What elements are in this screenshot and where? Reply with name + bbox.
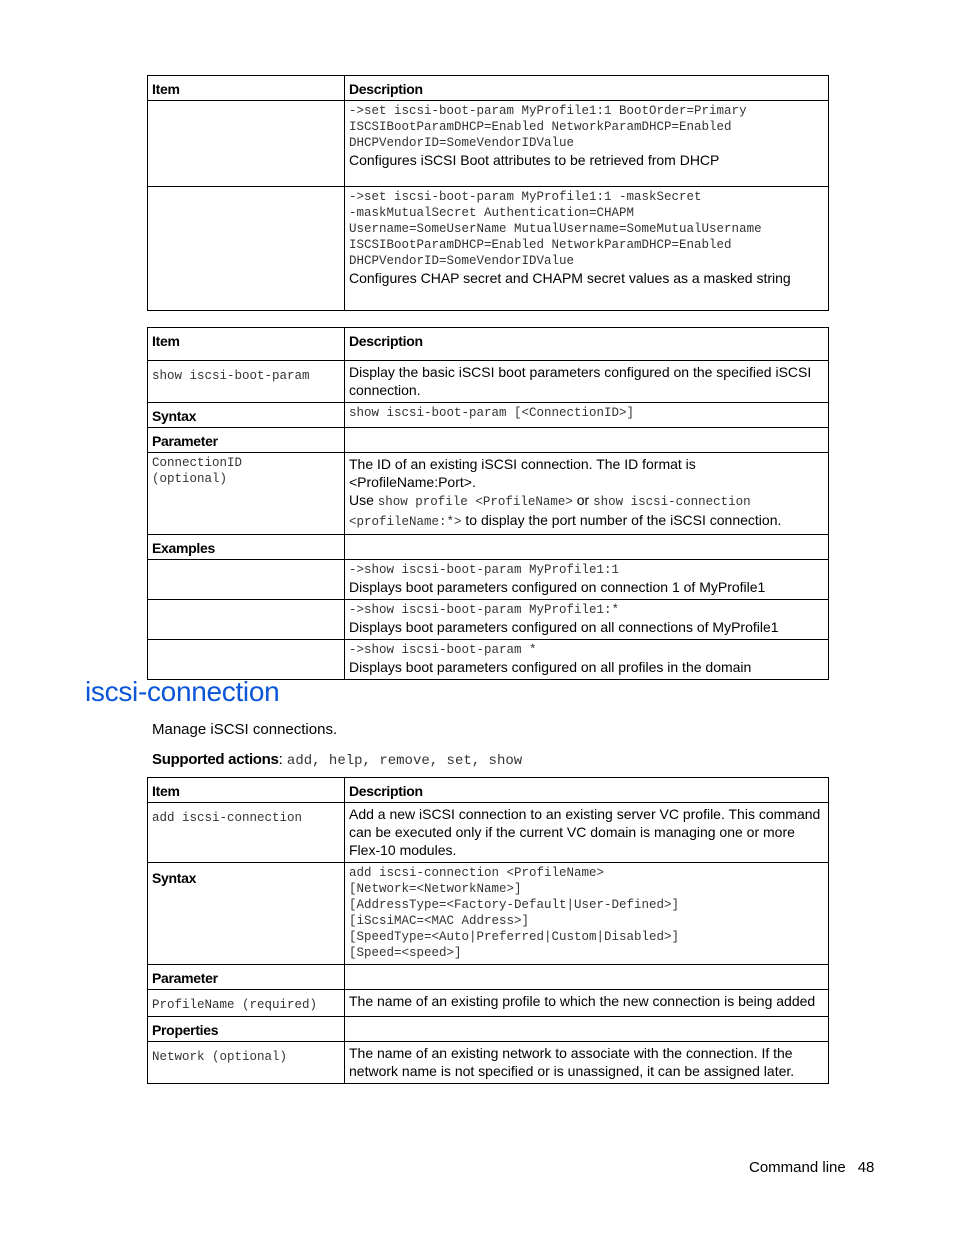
- table-row: [148, 803, 829, 863]
- page-number: 48: [857, 1159, 875, 1176]
- supported-actions-colon: :: [278, 751, 283, 768]
- parameter-name: ConnectionID (optional): [152, 456, 243, 486]
- examples-label-row: [148, 535, 829, 560]
- parameter-label: Parameter: [148, 428, 345, 453]
- header-item: Item: [148, 328, 345, 361]
- page-footer: [749, 1159, 874, 1176]
- parameter-text: The ID of an existing iSCSI connection. The ID format is <ProfileName:Port>.: [349, 456, 696, 490]
- table-row: [148, 101, 829, 187]
- command-name: add iscsi-connection: [152, 811, 303, 825]
- show-iscsi-boot-param-table: [147, 327, 829, 680]
- syntax-label: Syntax: [148, 863, 345, 965]
- example-description: Displays boot parameters configured on all profiles in the domain: [349, 659, 752, 675]
- section-title: iscsi-connection: [85, 676, 280, 707]
- supported-actions-list: add, help, remove, set, show: [286, 753, 523, 769]
- properties-label: Properties: [148, 1017, 345, 1042]
- or-word: or: [576, 492, 590, 508]
- syntax-row: [148, 863, 829, 965]
- table-row: [148, 361, 829, 403]
- command-description: Add a new iSCSI connection to an existing server VC profile. This command can be executed only if the current VC domain is managing one or more Flex-10 modules.: [345, 803, 829, 863]
- table-header-row: [148, 328, 829, 361]
- command-name: show iscsi-boot-param: [152, 369, 310, 383]
- example-command: ->set iscsi-boot-param MyProfile1:1 BootOrder=Primary ISCSIBootParamDHCP=Enabled NetworkParamDHCP=Enabled DHCPVendorID=SomeVendorIDValue: [349, 104, 747, 150]
- table-row: [148, 600, 829, 640]
- table-row: [148, 187, 829, 311]
- syntax-label: Syntax: [148, 403, 345, 428]
- supported-actions-label: Supported actions: [152, 751, 279, 768]
- use-word: Use: [349, 492, 374, 508]
- header-item: Item: [148, 778, 345, 803]
- header-description: Description: [345, 76, 829, 101]
- parameter-name: ProfileName (required): [152, 998, 318, 1012]
- example-command: ->show iscsi-boot-param *: [349, 643, 537, 657]
- syntax-code: add iscsi-connection <ProfileName> [Network=<NetworkName>] [AddressType=<Factory-Default|User-Defined>] [iScsiMAC=<MAC Address>] [SpeedType=<Auto|Preferred|Custom|Disabled>] [Speed=<speed>]: [349, 866, 680, 960]
- table-row: [148, 640, 829, 680]
- row-item: [148, 187, 345, 311]
- table-row: [148, 560, 829, 600]
- supported-actions: [152, 751, 522, 769]
- header-description: Description: [345, 328, 829, 361]
- example-command: ->show iscsi-boot-param MyProfile1:1: [349, 563, 620, 577]
- example-command: ->set iscsi-boot-param MyProfile1:1 -maskSecret -maskMutualSecret Authentication=CHAPM Username=SomeUserName MutualUsername=SomeMutualUsername ISCSIBootParamDHCP=Enabled NetworkParamDHCP=Enabled DHCPVendorID=SomeVendorIDValue: [349, 190, 762, 268]
- command-description: Display the basic iSCSI boot parameters configured on the specified iSCSI connection.: [345, 361, 829, 403]
- examples-label: Examples: [148, 535, 345, 560]
- parameter-label-row: [148, 965, 829, 990]
- parameter-text-end: to display the port number of the iSCSI connection.: [465, 512, 782, 528]
- syntax-code: show iscsi-boot-param [<ConnectionID>]: [349, 406, 635, 420]
- example-description: Displays boot parameters configured on all connections of MyProfile1: [349, 619, 779, 635]
- show-iscsi-connection-code: show iscsi-connection: [593, 495, 751, 509]
- example-description: Configures CHAP secret and CHAPM secret values as a masked string: [349, 270, 791, 286]
- property-name: Network (optional): [152, 1050, 288, 1064]
- row-item: [148, 101, 345, 187]
- table-row: [148, 1042, 829, 1084]
- table-row: [148, 990, 829, 1017]
- header-description: Description: [345, 778, 829, 803]
- header-item: Item: [148, 76, 345, 101]
- set-iscsi-boot-param-examples-table: [147, 75, 829, 311]
- profile-name-code: <profileName:*>: [349, 515, 462, 529]
- properties-label-row: [148, 1017, 829, 1042]
- parameter-description: [345, 453, 829, 535]
- section-intro: Manage iSCSI connections.: [152, 721, 338, 738]
- table-header-row: [148, 778, 829, 803]
- example-description: Displays boot parameters configured on connection 1 of MyProfile1: [349, 579, 766, 595]
- add-iscsi-connection-table: [147, 777, 829, 1084]
- example-command: ->show iscsi-boot-param MyProfile1:*: [349, 603, 620, 617]
- parameter-description: The name of an existing profile to which the new connection is being added: [345, 990, 829, 1017]
- table-row: [148, 453, 829, 535]
- parameter-label-row: [148, 428, 829, 453]
- row-description: [345, 187, 829, 311]
- footer-section: Command line: [749, 1159, 846, 1176]
- syntax-row: [148, 403, 829, 428]
- property-description: The name of an existing network to associate with the connection. If the network name is not specified or is unassigned, it can be assigned later.: [345, 1042, 829, 1084]
- example-description: Configures iSCSI Boot attributes to be retrieved from DHCP: [349, 152, 720, 168]
- table-header-row: [148, 76, 829, 101]
- parameter-label: Parameter: [148, 965, 345, 990]
- row-description: [345, 101, 829, 187]
- show-profile-code: show profile <ProfileName>: [377, 495, 573, 509]
